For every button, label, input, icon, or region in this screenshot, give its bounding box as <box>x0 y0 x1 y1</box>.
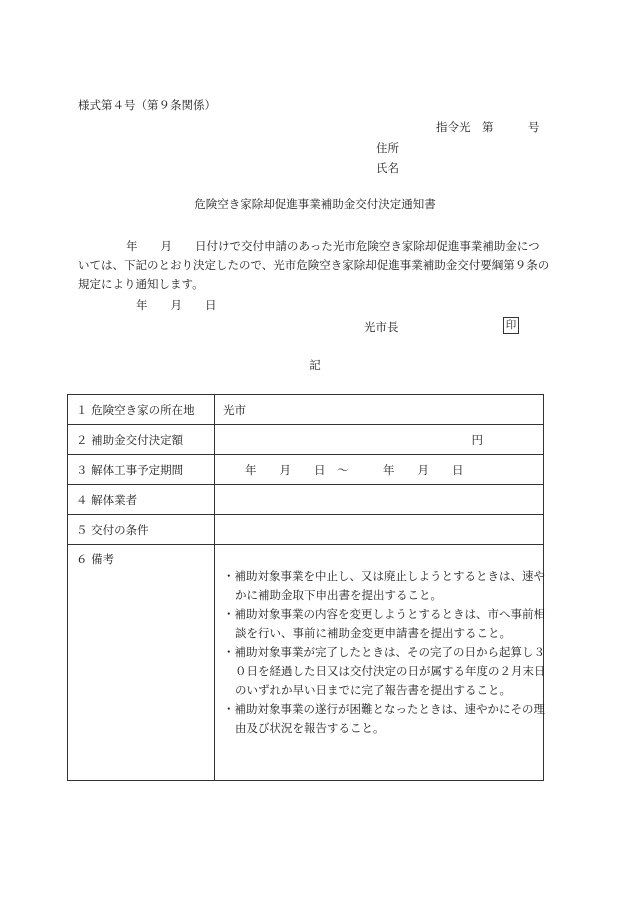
contractor-value <box>215 485 544 515</box>
ki-heading: 記 <box>309 358 321 372</box>
row-label: ２ 補助金交付決定額 <box>68 425 215 455</box>
table-row <box>68 545 544 781</box>
table-row <box>68 395 544 425</box>
table-row <box>68 485 544 515</box>
remark-item: ・補助対象事業が完了したときは、その完了の日から起算し３０日を経過した日又は交付決定の日が属する年度の２月末日のいずれか早い日までに完了報告書を提出すること。 <box>223 645 546 697</box>
table-row <box>68 515 544 545</box>
conditions-value <box>215 515 544 545</box>
row-label: ６ 備考 <box>68 545 215 781</box>
details-table <box>67 394 544 781</box>
table-row <box>68 455 544 485</box>
body-text: 年 月 日付けで交付申請のあった光市危険空き家除却促進事業補助金については、下記のとおり決定したので、光市危険空き家除却促進事業補助金交付要綱第９条の規定により通知します。 <box>78 239 550 291</box>
notice-date: 年 月 日 <box>136 298 217 312</box>
location-value: 光市 <box>215 395 544 425</box>
remarks-cell <box>215 545 544 781</box>
form-number: 様式第４号（第９条関係） <box>78 98 216 112</box>
seal-stamp: 印 <box>503 317 519 334</box>
mayor-title: 光市長 <box>364 320 399 334</box>
document-title: 危険空き家除却促進事業補助金交付決定通知書 <box>194 197 436 211</box>
directive-number: 指令光 第 号 <box>436 120 540 134</box>
table-row <box>68 425 544 455</box>
amount-cell <box>215 425 544 455</box>
remark-item: ・補助対象事業を中止し、又は廃止しようとするときは、速やかに補助金取下申出書を提出すること。 <box>223 569 545 602</box>
body-paragraph <box>78 237 550 294</box>
remarks-list <box>223 567 546 738</box>
period-value: 年 月 日 〜 年 月 日 <box>215 455 544 485</box>
row-label: １ 危険空き家の所在地 <box>68 395 215 425</box>
address-label: 住所 <box>376 141 399 155</box>
row-label: ４ 解体業者 <box>68 485 215 515</box>
row-label: ３ 解体工事予定期間 <box>68 455 215 485</box>
row-label: ５ 交付の条件 <box>68 515 215 545</box>
remark-item: ・補助対象事業の内容を変更しようとするときは、市へ事前相談を行い、事前に補助金変更申請書を提出すること。 <box>223 607 545 640</box>
yen-unit: 円 <box>471 432 483 447</box>
name-label: 氏名 <box>376 161 399 175</box>
remark-item: ・補助対象事業の遂行が困難となったときは、速やかにその理由及び状況を報告すること。 <box>223 702 545 735</box>
